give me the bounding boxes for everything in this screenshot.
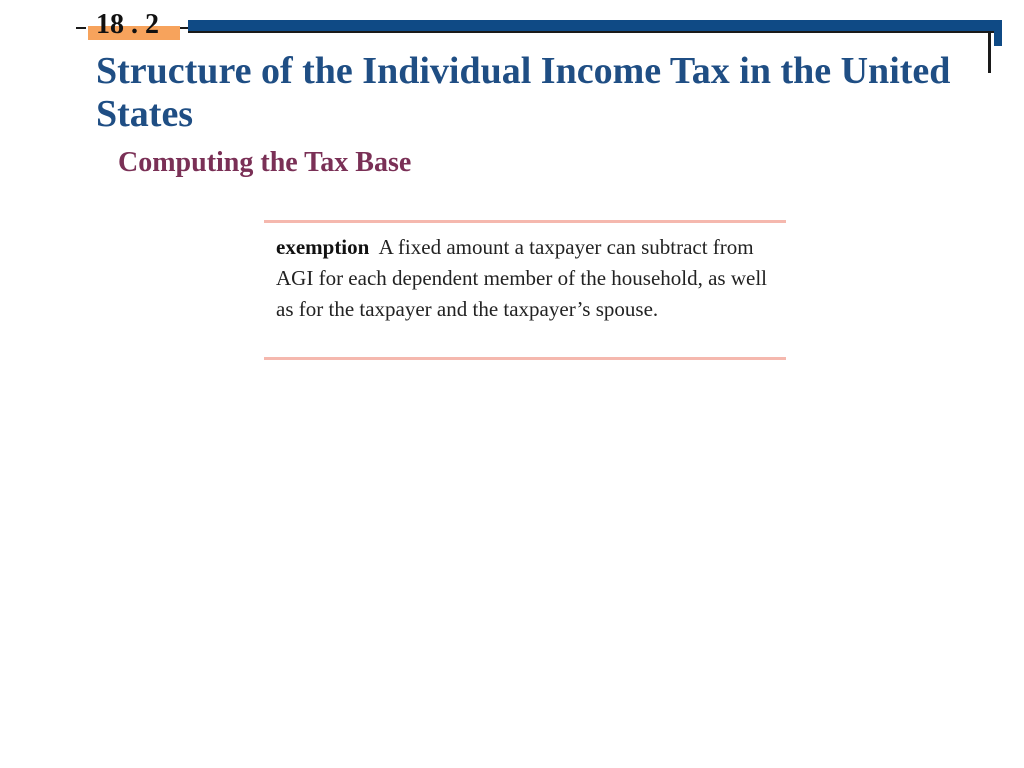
slide-title: Structure of the Individual Income Tax in the United States: [96, 50, 951, 135]
definition-body: A fixed amount a taxpayer can subtract from AGI for each dependent member of the household, as well as for the taxpayer and the taxpayer’s spouse.: [276, 235, 767, 321]
header-rule: [188, 31, 994, 33]
header-bar-end: [994, 20, 1002, 46]
section-dash-right: [180, 27, 188, 29]
definition-text: [276, 232, 786, 325]
header-rule-end: [988, 31, 991, 73]
slide-subtitle: Computing the Tax Base: [118, 147, 412, 178]
header-bar: [188, 20, 1002, 31]
section-number: 18 . 2: [96, 9, 159, 40]
section-dash-left: [76, 27, 86, 29]
definition-box: [264, 220, 786, 360]
definition-term: exemption: [276, 235, 370, 259]
